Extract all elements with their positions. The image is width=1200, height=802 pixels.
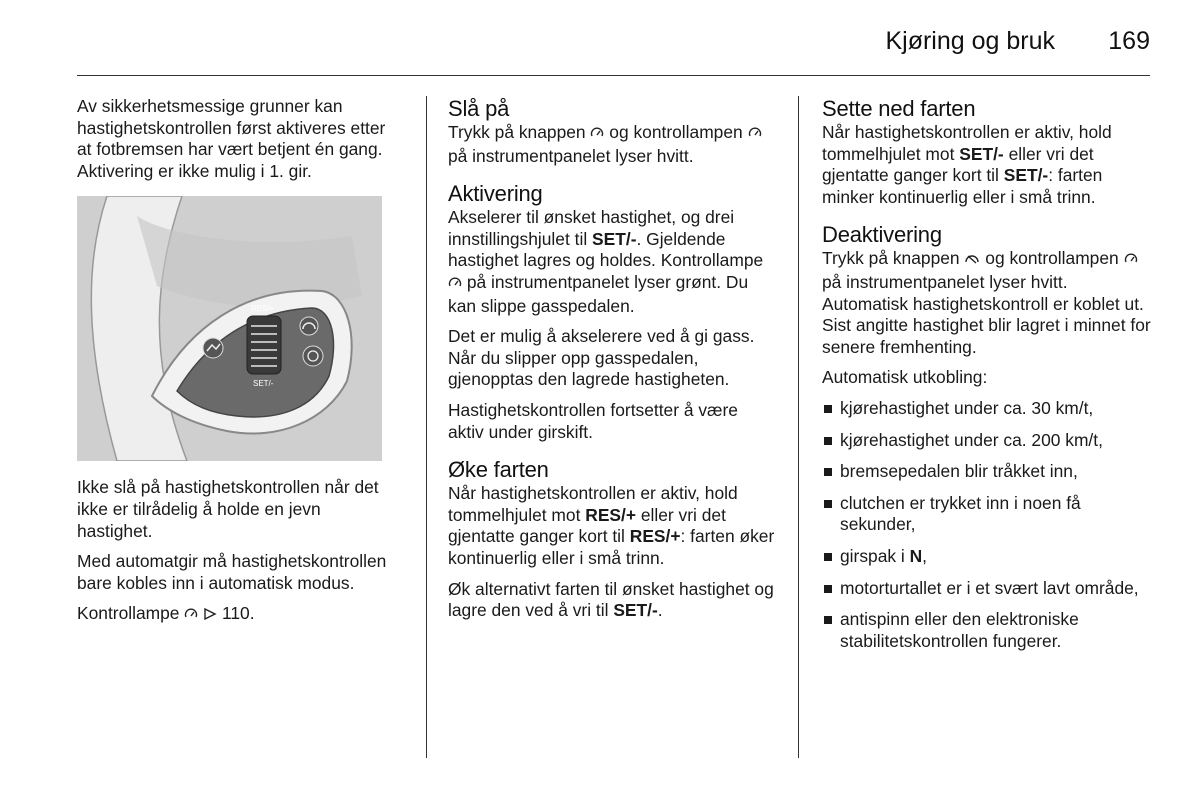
cruise-control-button-icon	[590, 124, 604, 146]
list-item: kjørehastighet under ca. 30 km/t,	[822, 398, 1152, 420]
heading-deaktivering: Deaktivering	[822, 222, 942, 248]
paragraph-3: Med automatgir må hastighetskontrollen bare kobles inn i automatisk modus.	[77, 551, 387, 593]
sla-pa-text: Trykk på knappen og kontrollampen på instrumentpanelet lyser hvitt.	[448, 122, 778, 167]
heading-sla-pa: Slå på	[448, 96, 510, 121]
heading-oke-farten: Øke farten	[448, 457, 549, 483]
cruise-control-lamp-icon	[448, 274, 462, 296]
bullet-icon	[824, 500, 832, 508]
paragraph-4: Kontrollampe 110.	[77, 603, 395, 627]
bullet-icon	[824, 553, 832, 561]
column-divider-1	[426, 96, 427, 758]
sette-ned-farten-text: Når hastighetskontrollen er aktiv, hold tommelhjulet mot SET/- eller vri det gjentatte ganger kort til SET/-: farten minker kontinuerlig eller i små trinn.	[822, 122, 1112, 207]
list-item: girspak i N,	[822, 546, 1152, 568]
cruise-control-lamp-icon	[1124, 250, 1138, 272]
list-item: clutchen er trykket inn i noen få sekunder,	[822, 493, 1152, 536]
page-reference-arrow-icon	[203, 605, 217, 627]
header-rule	[77, 75, 1150, 76]
cutoff-list	[822, 398, 1152, 652]
list-item: kjørehastighet under ca. 200 km/t,	[822, 430, 1152, 452]
section-title: Kjøring og bruk	[885, 27, 1055, 55]
cruise-control-off-button-icon	[964, 250, 980, 272]
bullet-icon	[824, 616, 832, 624]
deaktivering-text: Trykk på knappen og kontrollampen på instrumentpanelet lyser hvitt. Automatisk hastighetskontroll er koblet ut. Sist angitte hastighet blir lagret i minnet for senere fremhenting.	[822, 248, 1151, 357]
heading-aktivering: Aktivering	[448, 181, 543, 207]
bullet-icon	[824, 585, 832, 593]
paragraph-2: Ikke slå på hastighetskontrollen når det ikke er tilrådelig å holde en jevn hastighet.	[77, 477, 379, 541]
oke-farten-text: Når hastighetskontrollen er aktiv, hold tommelhjulet mot RES/+ eller vri det gjentatte ganger kort til RES/+: farten øker kontinuerlig eller i små trinn.	[448, 483, 775, 568]
intro-paragraph: Av sikkerhetsmessige grunner kan hastighetskontrollen først aktiveres etter at fotbremsen har vært betjent én gang. Aktivering er ikke mulig i 1. gir.	[77, 96, 386, 181]
cruise-control-lamp-icon	[748, 124, 762, 146]
list-item: antispinn eller den elektroniske stabilitetskontrollen fungerer.	[822, 609, 1152, 652]
bullet-icon	[824, 468, 832, 476]
steering-wheel-illustration	[77, 196, 382, 461]
column-2	[448, 96, 778, 636]
column-1	[77, 96, 395, 636]
res-label: RES/+	[251, 304, 275, 314]
aktivering-text: Akselerer til ønsket hastighet, og drei innstillingshjulet til SET/-. Gjeldende hastighet lagres og holdes. Kontrollampe på instrumentpanelet lyser grønt. Du kan slippe gasspedalen.	[448, 207, 764, 316]
aktivering-paragraph-2: Det er mulig å akselerere ved å gi gass. Når du slipper opp gasspedalen, gjenopptas den lagrede hastigheten.	[448, 326, 755, 390]
column-3	[822, 96, 1152, 666]
cruise-control-lamp-icon	[184, 605, 198, 627]
aktivering-paragraph-3: Hastighetskontrollen fortsetter å være aktiv under girskift.	[448, 399, 738, 442]
page-number: 169	[1108, 27, 1150, 55]
list-item: bremsepedalen blir tråkket inn,	[822, 461, 1152, 483]
heading-sette-ned-farten: Sette ned farten	[822, 96, 976, 121]
bullet-icon	[824, 437, 832, 445]
column-divider-2	[798, 96, 799, 758]
set-label: SET/-	[253, 379, 274, 389]
oke-farten-paragraph-2: Øk alternativt farten til ønsket hastighet og lagre den ved å vri til SET/-.	[448, 578, 774, 621]
bullet-icon	[824, 405, 832, 413]
automatic-cutoff-label: Automatisk utkobling:	[822, 367, 988, 388]
page-header	[77, 22, 1150, 56]
steering-wheel-figure	[77, 196, 382, 461]
list-item: motorturtallet er i et svært lavt område,	[822, 578, 1152, 600]
